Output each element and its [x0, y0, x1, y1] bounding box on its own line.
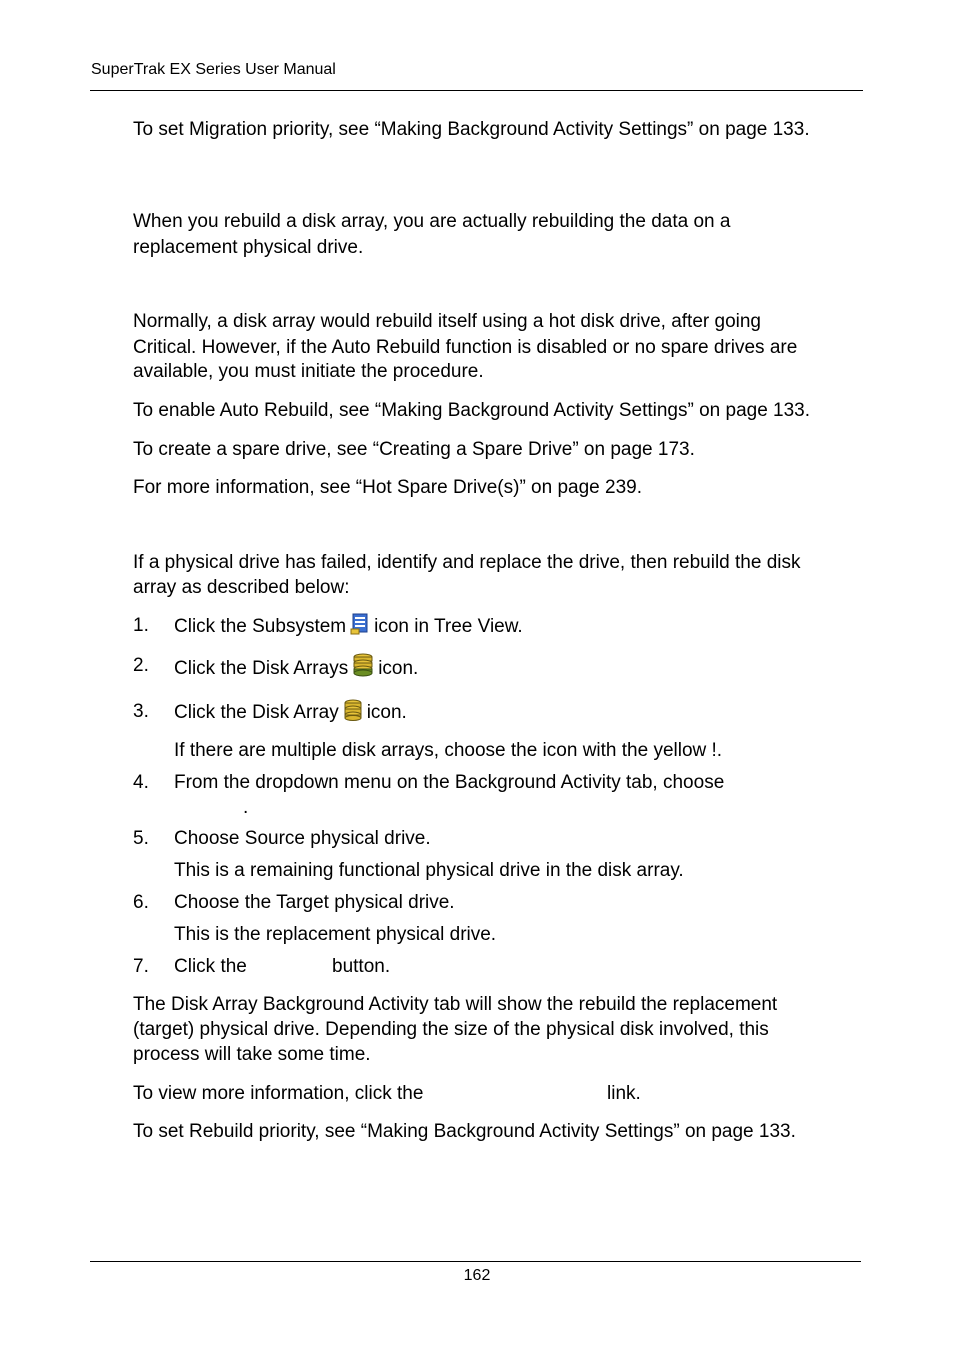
result-line-3: process will take some time.: [133, 1044, 371, 1065]
view-more-text-a: To view more information, click the: [133, 1083, 424, 1104]
failed-drive-line-2: array as described below:: [133, 577, 350, 598]
step-number: 2.: [133, 655, 149, 676]
step-6-text: Choose the Target physical drive.: [174, 892, 455, 913]
step-5-note: This is a remaining functional physical drive in the disk array.: [174, 860, 684, 881]
step-number: 1.: [133, 615, 149, 636]
step-number: 4.: [133, 772, 149, 793]
normally-line-1: Normally, a disk array would rebuild itself using a hot disk drive, after going: [133, 311, 761, 332]
step-2-text-b: icon.: [378, 658, 419, 679]
disk-arrays-icon: [352, 653, 374, 684]
step-7-text-b: button.: [332, 956, 391, 977]
subsystem-icon: [350, 613, 370, 642]
step-5-text: Choose Source physical drive.: [174, 828, 431, 849]
step-2-text-a: Click the Disk Arrays: [174, 658, 349, 679]
view-more-text-b: link.: [607, 1083, 641, 1104]
rebuild-intro-line-2: replacement physical drive.: [133, 237, 364, 258]
create-spare-text: To create a spare drive, see “Creating a Spare Drive” on page 173.: [133, 439, 695, 460]
footer-rule: [90, 1261, 861, 1262]
header-rule: [90, 90, 863, 91]
step-number: 6.: [133, 892, 149, 913]
step-3-text: [174, 699, 407, 728]
failed-drive-line-1: If a physical drive has failed, identify and replace the drive, then rebuild the disk: [133, 552, 801, 573]
normally-line-2: Critical. However, if the Auto Rebuild function is disabled or no spare drives are: [133, 337, 798, 358]
step-3-note: If there are multiple disk arrays, choose the icon with the yellow !.: [174, 740, 723, 761]
step-3-text-a: Click the Disk Array: [174, 702, 339, 723]
step-1-text-a: Click the Subsystem: [174, 616, 347, 637]
migration-priority-text: To set Migration priority, see “Making Background Activity Settings” on page 133.: [133, 119, 810, 140]
step-1-text: [174, 613, 523, 642]
step-6-note: This is the replacement physical drive.: [174, 924, 497, 945]
step-4-text-continued: .: [243, 797, 249, 818]
step-number: 7.: [133, 956, 149, 977]
step-7-text-a: Click the: [174, 956, 247, 977]
step-1-text-b: icon in Tree View.: [374, 616, 523, 637]
disk-array-icon: [343, 699, 363, 728]
step-3-text-b: icon.: [366, 702, 407, 723]
step-4-text: From the dropdown menu on the Background Activity tab, choose: [174, 772, 725, 793]
page-number: 162: [463, 1267, 491, 1284]
result-line-1: The Disk Array Background Activity tab will show the rebuild the replacement: [133, 994, 778, 1015]
normally-line-3: available, you must initiate the procedure.: [133, 361, 484, 382]
rebuild-priority-text: To set Rebuild priority, see “Making Background Activity Settings” on page 133.: [133, 1121, 796, 1142]
running-header: SuperTrak EX Series User Manual: [91, 61, 336, 78]
step-number: 5.: [133, 828, 149, 849]
step-2-text: [174, 653, 418, 684]
enable-auto-rebuild-text: To enable Auto Rebuild, see “Making Background Activity Settings” on page 133.: [133, 400, 811, 421]
more-info-text: For more information, see “Hot Spare Drive(s)” on page 239.: [133, 477, 642, 498]
rebuild-intro-line-1: When you rebuild a disk array, you are actually rebuilding the data on a: [133, 211, 731, 232]
result-line-2: (target) physical drive. Depending the size of the physical disk involved, this: [133, 1019, 769, 1040]
step-number: 3.: [133, 701, 149, 722]
